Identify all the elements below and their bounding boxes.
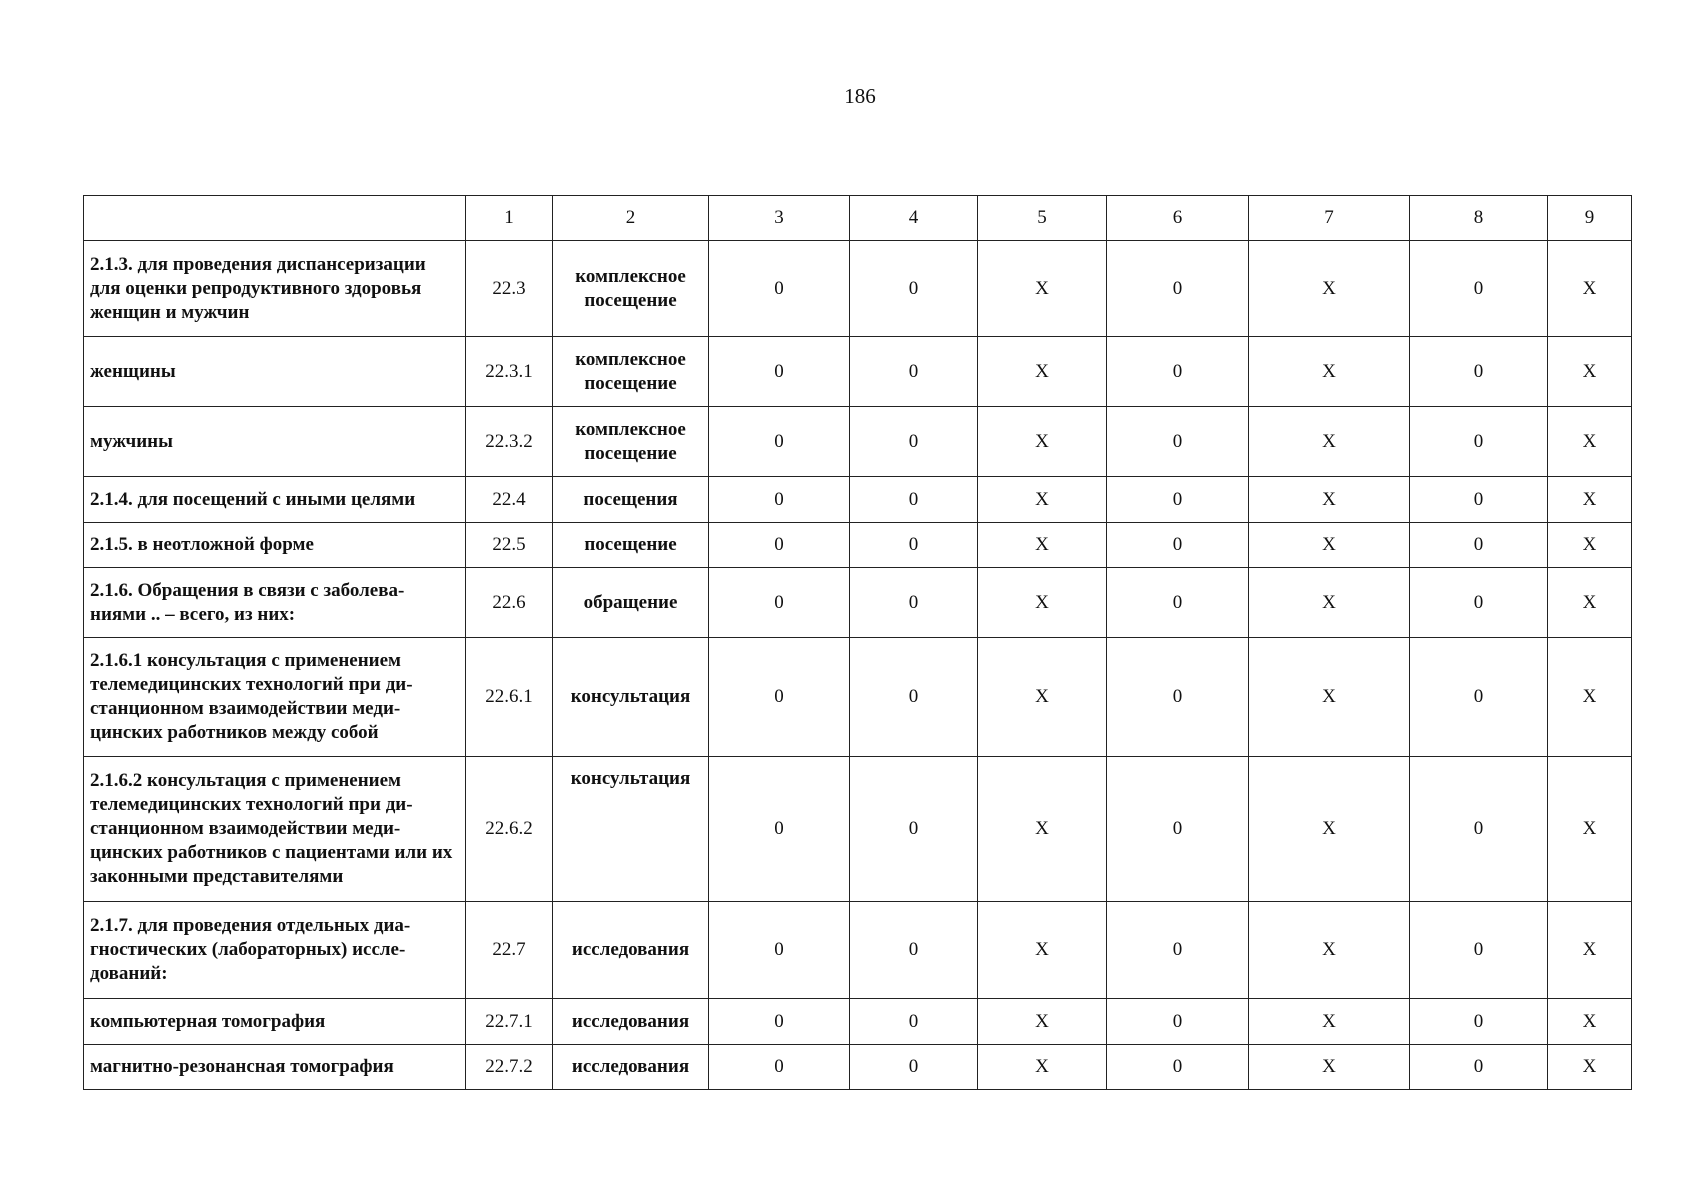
row-label: 2.1.4. для посещений с иными целями — [84, 477, 466, 523]
cell-col-7: Х — [1249, 1045, 1410, 1090]
cell-col-8: 0 — [1410, 523, 1548, 568]
cell-col-6: 0 — [1107, 523, 1249, 568]
row-code: 22.6 — [466, 568, 553, 638]
cell-col-7: Х — [1249, 241, 1410, 337]
cell-col-6: 0 — [1107, 902, 1249, 999]
cell-col-5: Х — [978, 523, 1107, 568]
table-row — [84, 638, 1632, 757]
table-row — [84, 757, 1632, 902]
cell-col-5: Х — [978, 638, 1107, 757]
cell-col-9: Х — [1548, 1045, 1632, 1090]
cell-col-7: Х — [1249, 999, 1410, 1045]
cell-col-4: 0 — [850, 407, 978, 477]
header-cell-2: 2 — [553, 196, 709, 241]
cell-col-4: 0 — [850, 999, 978, 1045]
row-code: 22.4 — [466, 477, 553, 523]
cell-col-8: 0 — [1410, 337, 1548, 407]
table-row — [84, 568, 1632, 638]
row-code: 22.3.2 — [466, 407, 553, 477]
header-cell-4: 4 — [850, 196, 978, 241]
cell-col-9: Х — [1548, 407, 1632, 477]
cell-col-6: 0 — [1107, 568, 1249, 638]
cell-col-7: Х — [1249, 477, 1410, 523]
header-cell-9: 9 — [1548, 196, 1632, 241]
cell-col-4: 0 — [850, 1045, 978, 1090]
cell-col-7: Х — [1249, 337, 1410, 407]
cell-col-5: Х — [978, 407, 1107, 477]
row-label: 2.1.5. в неотложной форме — [84, 523, 466, 568]
cell-col-8: 0 — [1410, 902, 1548, 999]
cell-col-3: 0 — [709, 477, 850, 523]
cell-col-6: 0 — [1107, 337, 1249, 407]
table-row — [84, 523, 1632, 568]
data-table — [83, 195, 1632, 1090]
cell-col-5: Х — [978, 241, 1107, 337]
cell-col-3: 0 — [709, 902, 850, 999]
cell-col-5: Х — [978, 1045, 1107, 1090]
cell-col-6: 0 — [1107, 407, 1249, 477]
page-number: 186 — [844, 84, 876, 108]
cell-col-9: Х — [1548, 638, 1632, 757]
row-code: 22.7.2 — [466, 1045, 553, 1090]
cell-col-5: Х — [978, 999, 1107, 1045]
row-label: 2.1.3. для проведения диспансеризации для оценки репродуктивного здоровья женщин и мужчин — [84, 241, 466, 337]
cell-col-3: 0 — [709, 568, 850, 638]
cell-col-3: 0 — [709, 407, 850, 477]
cell-col-4: 0 — [850, 477, 978, 523]
table-row — [84, 477, 1632, 523]
header-cell-7: 7 — [1249, 196, 1410, 241]
table-row — [84, 1045, 1632, 1090]
cell-col-8: 0 — [1410, 568, 1548, 638]
cell-col-3: 0 — [709, 1045, 850, 1090]
cell-col-9: Х — [1548, 757, 1632, 902]
header-cell-6: 6 — [1107, 196, 1249, 241]
cell-col-4: 0 — [850, 337, 978, 407]
cell-col-4: 0 — [850, 638, 978, 757]
cell-col-6: 0 — [1107, 241, 1249, 337]
cell-col-3: 0 — [709, 638, 850, 757]
cell-col-5: Х — [978, 337, 1107, 407]
cell-col-9: Х — [1548, 523, 1632, 568]
row-code: 22.5 — [466, 523, 553, 568]
cell-col-3: 0 — [709, 757, 850, 902]
row-code: 22.7 — [466, 902, 553, 999]
row-unit: комплексное посещение — [553, 407, 709, 477]
row-label: 2.1.6.2 консультация с применением телемедицинских технологий при ди-станционном взаимодействии меди-цинских работников с пациентами или их законными представителями — [84, 757, 466, 902]
table-row — [84, 241, 1632, 337]
header-cell-label — [84, 196, 466, 241]
row-label: мужчины — [84, 407, 466, 477]
row-code: 22.3 — [466, 241, 553, 337]
row-label: магнитно-резонансная томография — [84, 1045, 466, 1090]
row-unit: исследования — [553, 902, 709, 999]
cell-col-4: 0 — [850, 757, 978, 902]
row-unit: комплексное посещение — [553, 337, 709, 407]
row-code: 22.6.2 — [466, 757, 553, 902]
row-label: 2.1.6. Обращения в связи с заболева-ниями .. – всего, из них: — [84, 568, 466, 638]
cell-col-4: 0 — [850, 241, 978, 337]
row-unit: комплексное посещение — [553, 241, 709, 337]
row-code: 22.6.1 — [466, 638, 553, 757]
cell-col-6: 0 — [1107, 1045, 1249, 1090]
cell-col-6: 0 — [1107, 757, 1249, 902]
row-label: 2.1.6.1 консультация с применением телемедицинских технологий при ди-станционном взаимодействии меди-цинских работников между собой — [84, 638, 466, 757]
row-code: 22.7.1 — [466, 999, 553, 1045]
cell-col-6: 0 — [1107, 477, 1249, 523]
cell-col-8: 0 — [1410, 407, 1548, 477]
cell-col-5: Х — [978, 477, 1107, 523]
cell-col-8: 0 — [1410, 999, 1548, 1045]
table-row — [84, 407, 1632, 477]
cell-col-4: 0 — [850, 902, 978, 999]
cell-col-7: Х — [1249, 902, 1410, 999]
row-unit: посещения — [553, 477, 709, 523]
table-row — [84, 902, 1632, 999]
cell-col-5: Х — [978, 568, 1107, 638]
cell-col-3: 0 — [709, 337, 850, 407]
cell-col-7: Х — [1249, 638, 1410, 757]
cell-col-5: Х — [978, 757, 1107, 902]
cell-col-3: 0 — [709, 999, 850, 1045]
cell-col-3: 0 — [709, 241, 850, 337]
cell-col-9: Х — [1548, 477, 1632, 523]
row-unit: исследования — [553, 1045, 709, 1090]
cell-col-9: Х — [1548, 241, 1632, 337]
cell-col-8: 0 — [1410, 477, 1548, 523]
header-cell-3: 3 — [709, 196, 850, 241]
cell-col-5: Х — [978, 902, 1107, 999]
row-unit: консультация — [553, 638, 709, 757]
header-cell-5: 5 — [978, 196, 1107, 241]
cell-col-8: 0 — [1410, 757, 1548, 902]
cell-col-4: 0 — [850, 523, 978, 568]
row-label: компьютерная томография — [84, 999, 466, 1045]
cell-col-7: Х — [1249, 523, 1410, 568]
header-cell-1: 1 — [466, 196, 553, 241]
cell-col-6: 0 — [1107, 638, 1249, 757]
row-unit: исследования — [553, 999, 709, 1045]
row-label: 2.1.7. для проведения отдельных диа-гностических (лабораторных) иссле-дований: — [84, 902, 466, 999]
row-code: 22.3.1 — [466, 337, 553, 407]
row-unit: обращение — [553, 568, 709, 638]
cell-col-9: Х — [1548, 337, 1632, 407]
cell-col-7: Х — [1249, 757, 1410, 902]
cell-col-8: 0 — [1410, 241, 1548, 337]
cell-col-7: Х — [1249, 407, 1410, 477]
table-row — [84, 337, 1632, 407]
cell-col-8: 0 — [1410, 1045, 1548, 1090]
cell-col-9: Х — [1548, 902, 1632, 999]
cell-col-7: Х — [1249, 568, 1410, 638]
cell-col-3: 0 — [709, 523, 850, 568]
table-row — [84, 999, 1632, 1045]
header-cell-8: 8 — [1410, 196, 1548, 241]
cell-col-9: Х — [1548, 568, 1632, 638]
row-label: женщины — [84, 337, 466, 407]
row-unit: консультация — [553, 757, 709, 902]
row-unit: посещение — [553, 523, 709, 568]
cell-col-9: Х — [1548, 999, 1632, 1045]
cell-col-4: 0 — [850, 568, 978, 638]
header-row — [84, 196, 1632, 241]
cell-col-8: 0 — [1410, 638, 1548, 757]
cell-col-6: 0 — [1107, 999, 1249, 1045]
